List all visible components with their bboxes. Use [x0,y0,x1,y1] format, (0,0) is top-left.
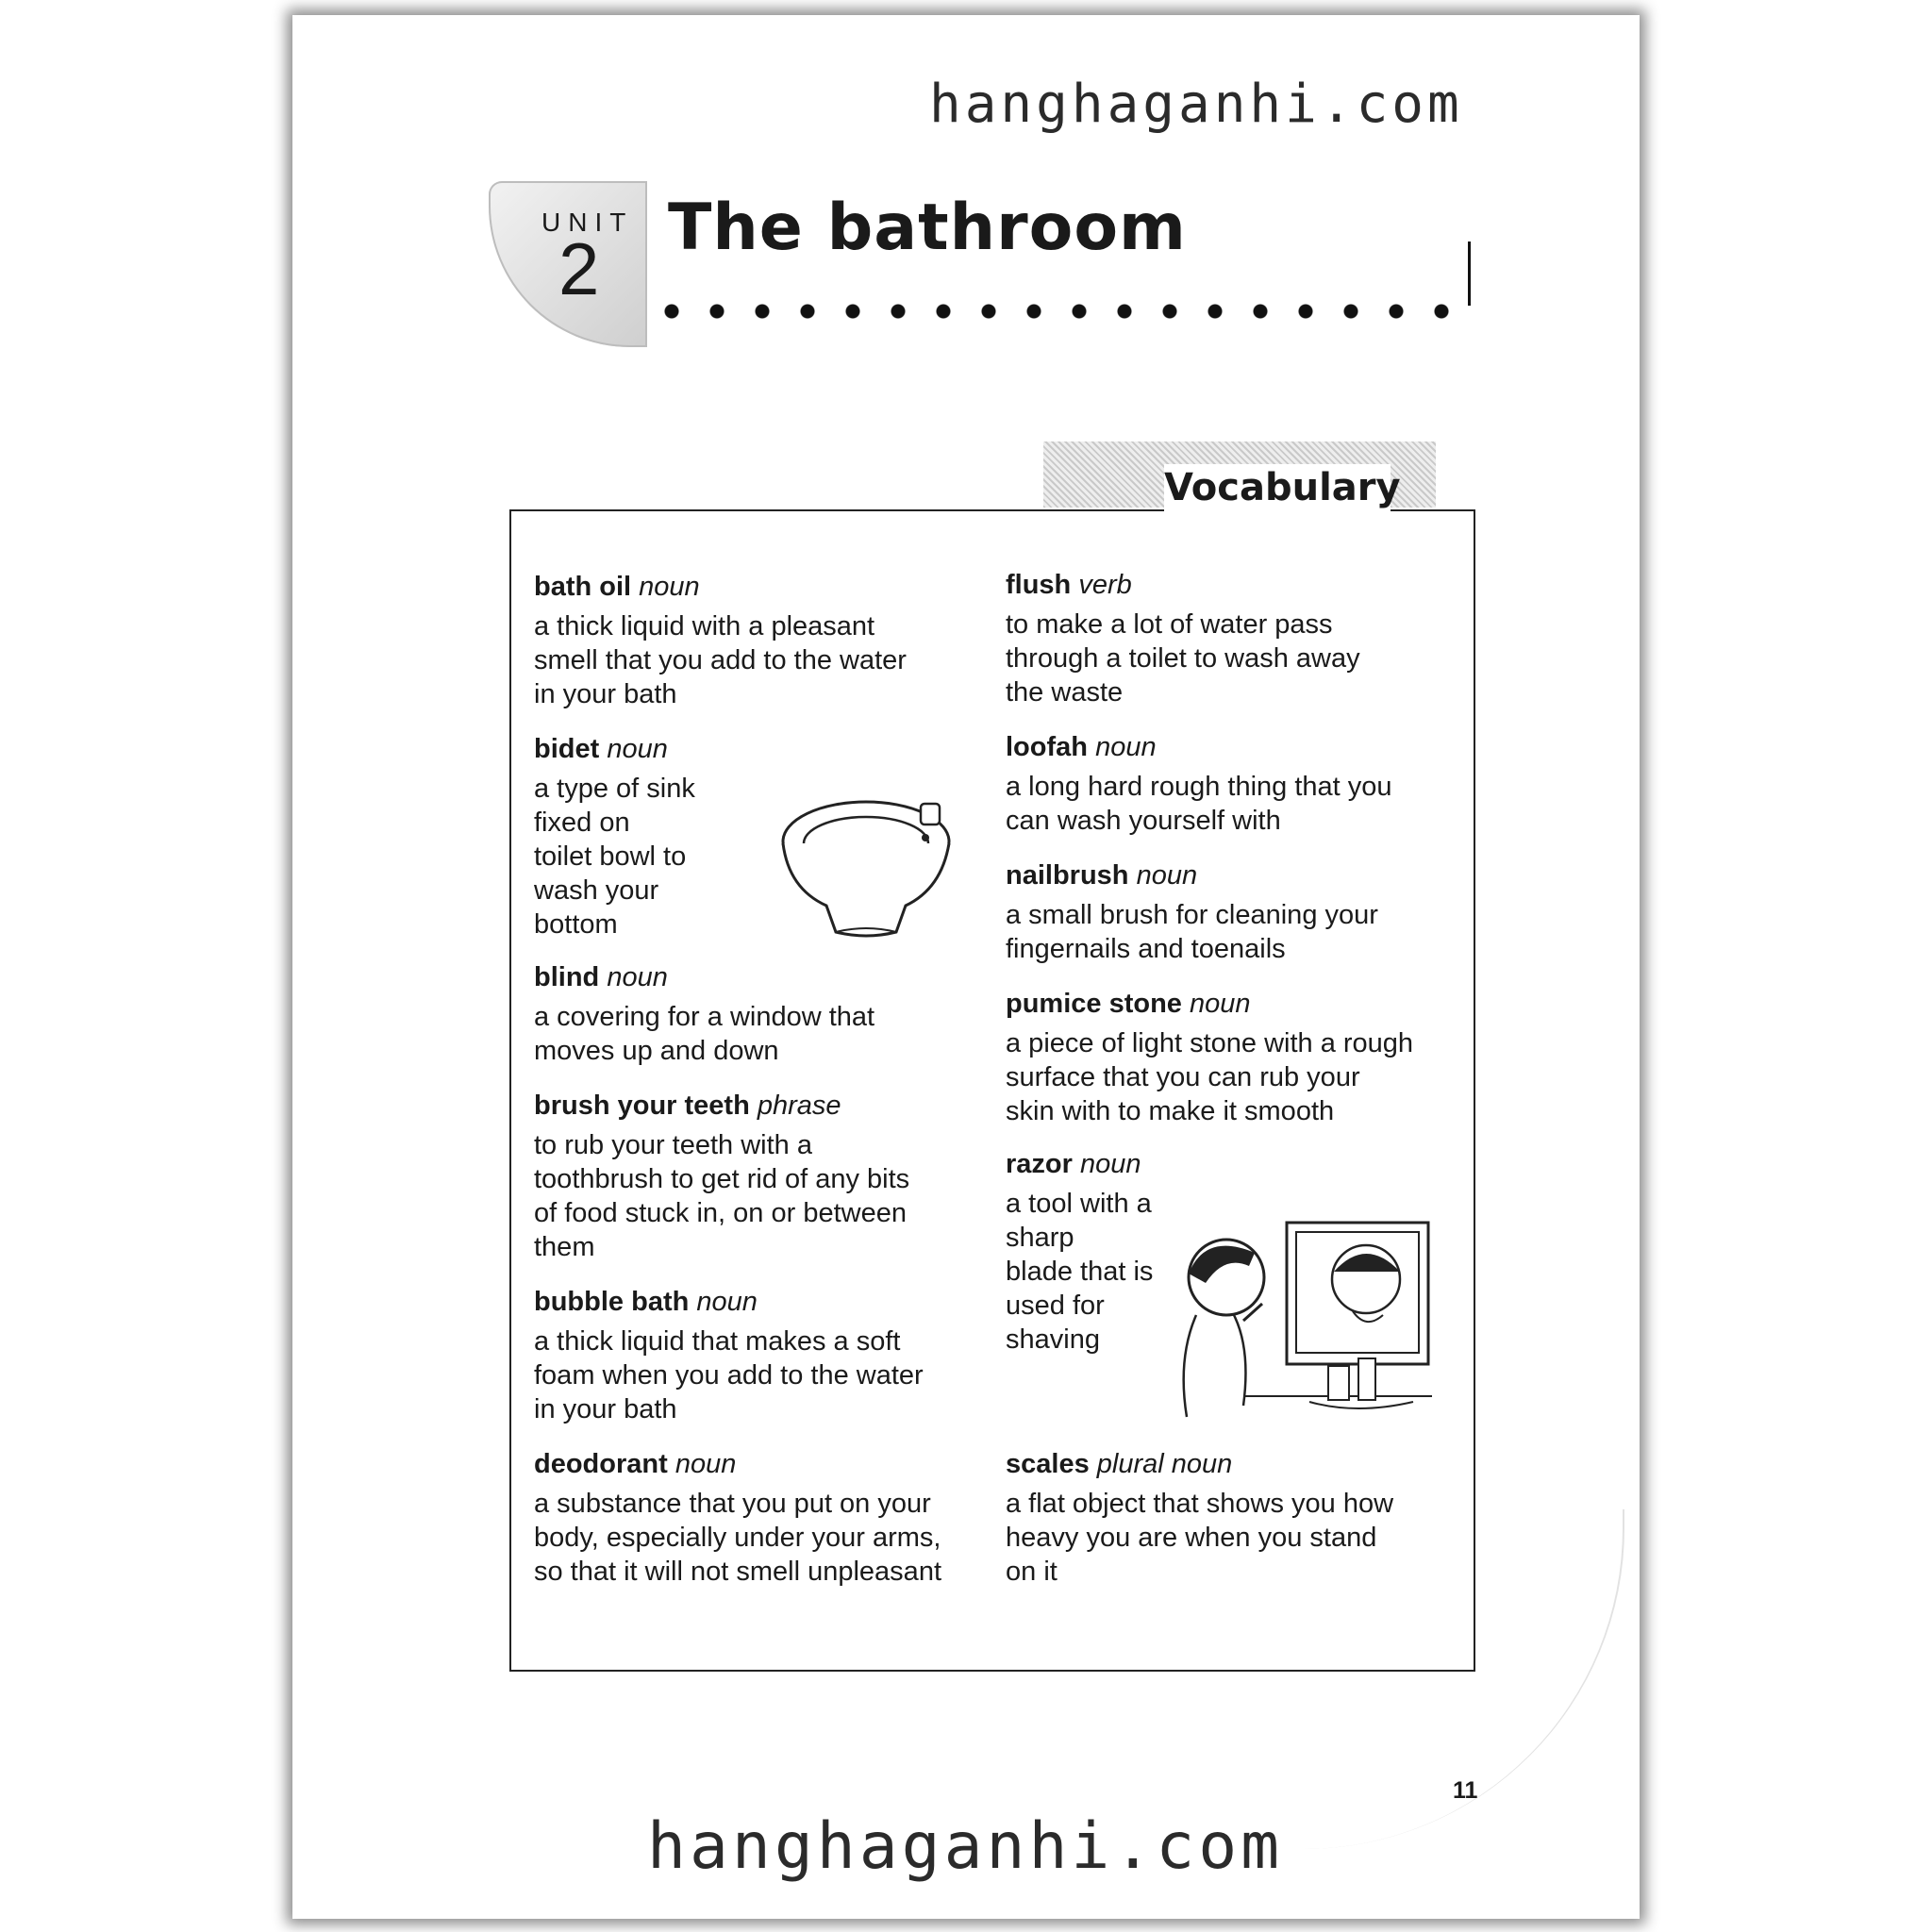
bidet-illustration [779,794,968,938]
entry-definition: to rub your teeth with a toothbrush to get rid of any bits of food stuck in, on or between them [534,1130,910,1262]
entry-definition: a type of sink fixed on toilet bowl to wash your bottom [534,774,695,940]
entry-headword: blind noun [534,962,668,992]
entry-definition: a tool with a sharp blade that is used for shaving [1006,1189,1154,1355]
entry-headword: bidet noun [534,734,668,764]
entry-definition: a piece of light stone with a rough surface that you can rub your skin with to make it smooth [1006,1028,1414,1126]
entry-headword: nailbrush noun [1006,860,1198,891]
entry-headword: loofah noun [1006,732,1157,762]
unit-number: 2 [558,227,600,310]
title-dotted-rule [649,302,1472,321]
entry-headword: brush your teeth phrase [534,1091,841,1121]
watermark-top: hanghaganhi.com [929,74,1463,135]
vocabulary-heading: Vocabulary [1164,466,1401,509]
entry-definition: a flat object that shows you how heavy you are when you stand on it [1006,1489,1394,1587]
entry-definition: a thick liquid that makes a soft foam when you add to the water in your bath [534,1326,924,1424]
entry-brush-your-teeth [534,1087,977,1264]
entry-pumice-stone [1006,985,1449,1128]
entry-definition: to make a lot of water pass through a toilet to wash away the waste [1006,609,1360,708]
entry-definition: a long hard rough thing that you can wash yourself with [1006,772,1392,836]
entry-headword: scales plural noun [1006,1449,1233,1479]
entry-headword: razor noun [1006,1149,1141,1179]
entry-flush [1006,566,1449,709]
title-rule-end [1468,242,1471,306]
unit-label: UNIT [541,208,634,237]
entry-headword: flush verb [1006,570,1132,600]
razor-shaving-illustration [1168,1217,1438,1436]
page-number: 11 [1453,1777,1478,1804]
entry-definition: a covering for a window that moves up and down [534,1002,875,1066]
entry-headword: pumice stone noun [1006,989,1251,1019]
entry-definition: a small brush for cleaning your fingernails and toenails [1006,900,1378,964]
entry-headword: bubble bath noun [534,1287,758,1317]
entry-headword: bath oil noun [534,572,700,602]
entry-nailbrush [1006,857,1449,966]
entry-bath-oil [534,568,977,711]
entry-bubble-bath [534,1283,977,1426]
entry-loofah [1006,728,1449,838]
entry-definition: a thick liquid with a pleasant smell that you add to the water in your bath [534,611,907,709]
entry-headword: deodorant noun [534,1449,737,1479]
entry-definition: a substance that you put on your body, especially under your arms, so that it will not smell unpleasant [534,1489,941,1587]
entry-blind [534,958,977,1068]
page-title: The bathroom [668,191,1187,265]
watermark-bottom: hanghaganhi.com [647,1809,1284,1884]
entry-deodorant [534,1445,977,1589]
